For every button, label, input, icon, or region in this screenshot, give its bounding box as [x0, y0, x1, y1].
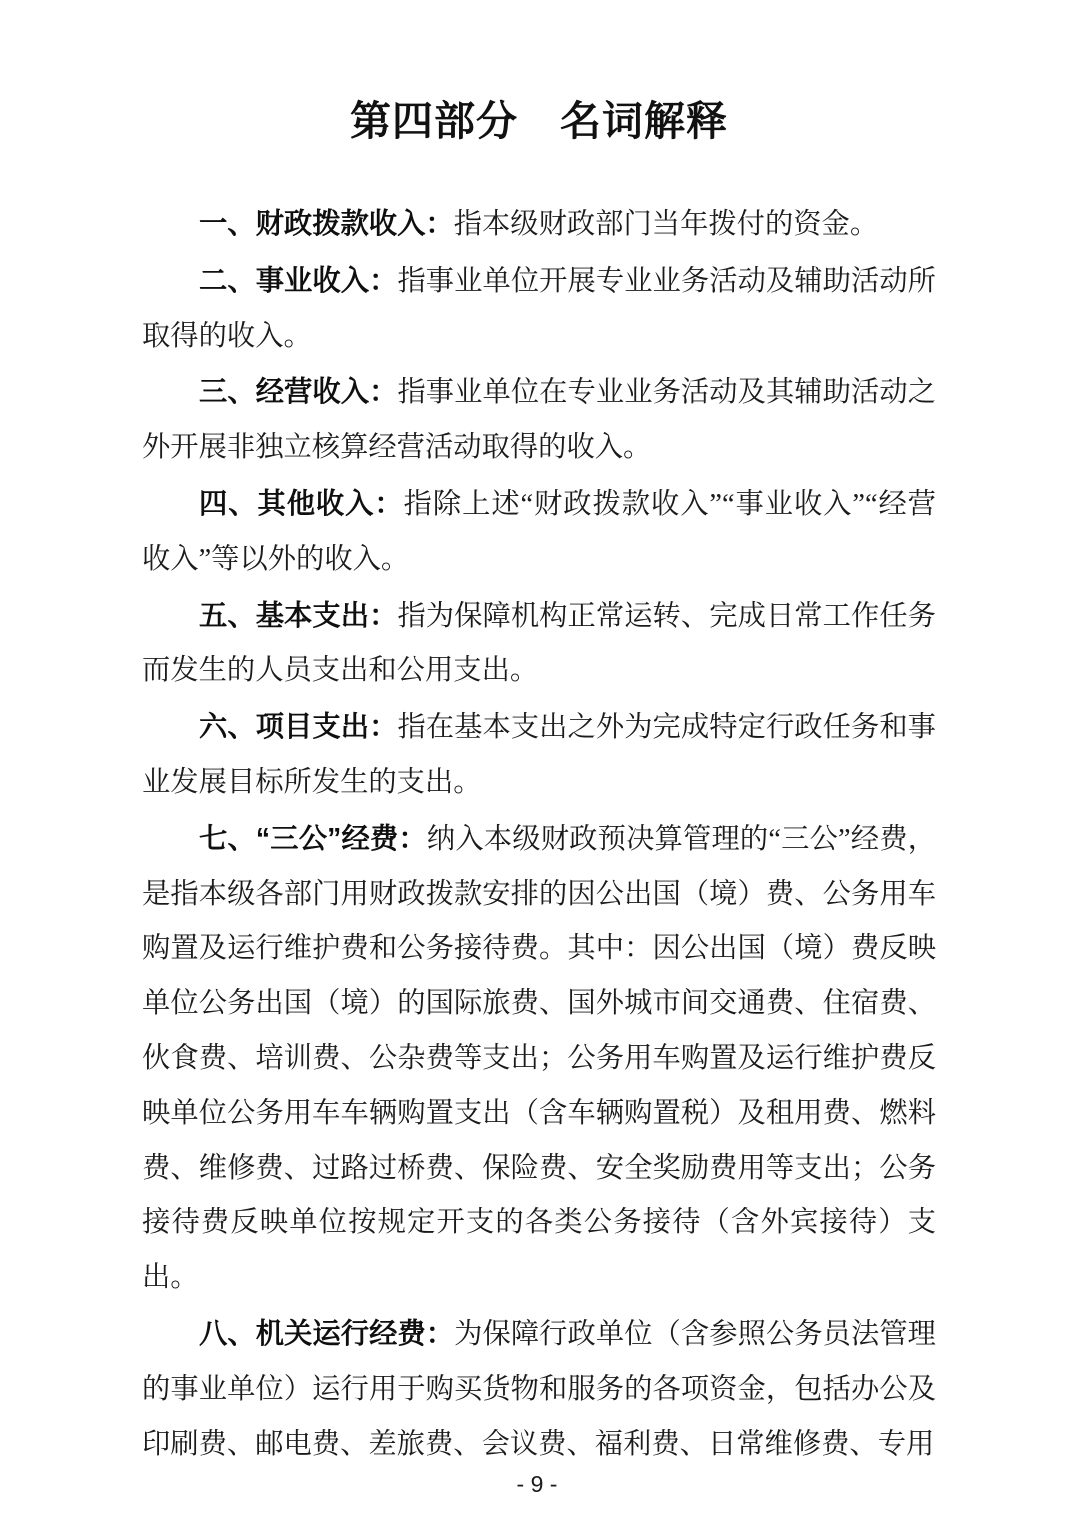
- term-definition: 指本级财政部门当年拨付的资金。: [453, 209, 879, 240]
- term-definition: 为保障行政单位（含参照公务员法管理的事业单位）运行用于购买货物和服务的各项资金，包括办公及印刷费、邮电费、差旅费、会议费、福利费、日常维修费、专用: [142, 1318, 936, 1460]
- term-paragraph-project-expenditure: [142, 699, 936, 811]
- term-definition: 指在基本支出之外为完成特定行政任务和事业发展目标所发生的支出。: [142, 712, 936, 798]
- term-name: 六、项目支出：: [199, 710, 398, 743]
- term-paragraph-business-income: [142, 364, 936, 476]
- term-name: 二、事业收入：: [199, 263, 398, 296]
- term-name: 四、其他收入：: [199, 486, 404, 519]
- term-paragraph-other-income: [142, 476, 936, 588]
- term-definition: 指事业单位开展专业业务活动及辅助活动所取得的收入。: [142, 265, 936, 352]
- term-paragraph-fiscal-appropriation-income: [142, 196, 936, 253]
- page-number: - 9 -: [516, 1471, 558, 1497]
- term-definition: 指事业单位在专业业务活动及其辅助活动之外开展非独立核算经营活动取得的收入。: [142, 377, 936, 464]
- term-definition: 指为保障机构正常运转、完成日常工作任务而发生的人员支出和公用支出。: [142, 600, 936, 687]
- term-name: 八、机关运行经费：: [199, 1316, 455, 1349]
- term-definition: 纳入本级财政预决算管理的“三公”经费，是指本级各部门用财政拨款安排的因公出国（境）费、公务用车购置及运行维护费和公务接待费。其中：因公出国（境）费反映单位公务出国（境）的国际旅费、国外城市间交通费、住宿费、伙食费、培训费、公杂费等支出；公务用车购置及运行维护费反映单位公务用车车辆购置支出（含车辆购置税）及租用费、燃料费、维修费、过路过桥费、保险费、安全奖励费用等支出；公务接待费反映单位按规定开支的各类公务接待（含外宾接待）支出。: [142, 823, 936, 1294]
- term-paragraph-three-public-funds: [142, 811, 936, 1306]
- term-name: 一、财政拨款收入：: [199, 207, 454, 239]
- term-name: 五、基本支出：: [199, 598, 398, 631]
- term-paragraph-basic-expenditure: [142, 588, 936, 700]
- term-paragraph-operating-income: [142, 253, 936, 365]
- page-title: 第四部分 名词解释: [350, 98, 728, 144]
- document-body: [142, 196, 936, 1472]
- term-name: 七、“三公”经费：: [199, 821, 427, 854]
- term-definition: 指除上述“财政拨款收入”“事业收入”“经营收入”等以外的收入。: [142, 488, 936, 575]
- term-paragraph-agency-operating-funds: [142, 1306, 936, 1472]
- term-name: 三、经营收入：: [199, 375, 398, 408]
